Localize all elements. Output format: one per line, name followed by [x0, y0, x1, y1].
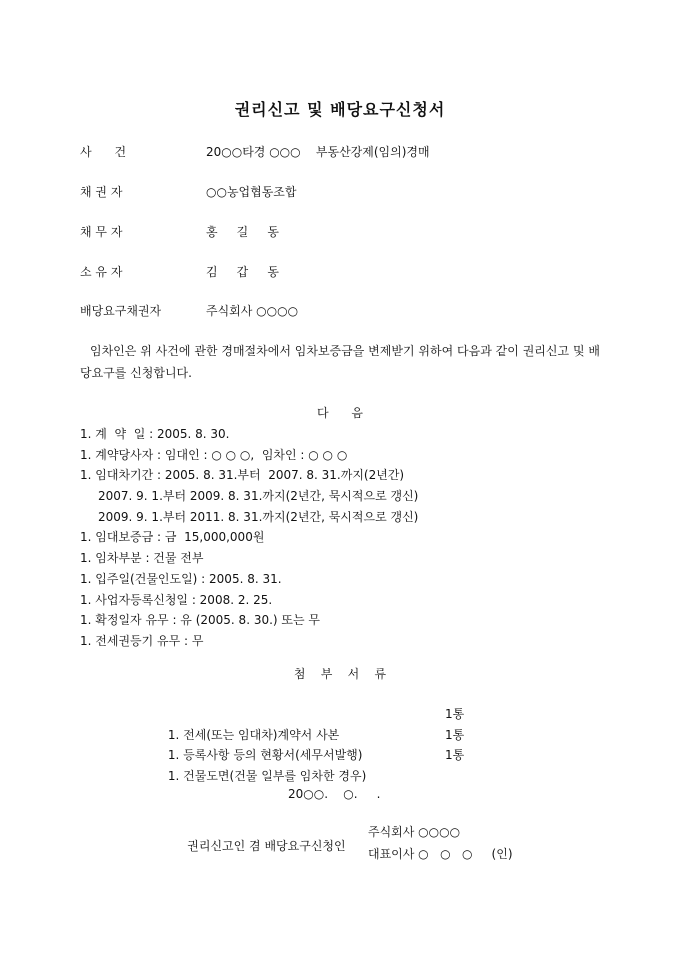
- creditor-label: 채 권 자: [80, 185, 123, 199]
- attachment-item: [145, 704, 475, 742]
- detail-jeonse-registration: 1. 전세권등기 유무 : 무: [80, 633, 204, 648]
- detail-lease-renewal-1: 2007. 9. 1.부터 2009. 8. 31.까지(2년간, 묵시적으로 갱신): [98, 489, 419, 504]
- detail-parties: 1. 계약당사자 : 임대인 : ○ ○ ○, 임차인 : ○ ○ ○: [80, 447, 348, 462]
- creditor-value: ○○농업협동조합: [206, 185, 297, 199]
- detail-fixed-date: 1. 확정일자 유무 : 유 (2005. 8. 30.) 또는 무: [80, 613, 320, 628]
- detail-lease-period: 1. 임대차기간 : 2005. 8. 31.부터 2007. 8. 31.까지(2년간): [80, 468, 405, 483]
- attachment-item: [145, 745, 475, 783]
- attachments-heading: 첨 부 서 류: [293, 667, 387, 681]
- debtor-label: 채 무 자: [80, 225, 123, 239]
- detail-move-in-date: 1. 입주일(건물인도일) : 2005. 8. 31.: [80, 571, 282, 586]
- document-date: 20○○. ○. .: [288, 787, 381, 801]
- detail-leased-part: 1. 임차부분 : 건물 전부: [80, 551, 204, 566]
- attachment-count: 1통: [445, 707, 465, 721]
- document-title: 권리신고 및 배당요구신청서: [234, 100, 446, 119]
- attachment-item: [145, 725, 475, 762]
- dividend-creditor-label: 배당요구채권자: [80, 304, 162, 318]
- details-list: [80, 424, 418, 652]
- detail-contract-date: 1. 계 약 일 : 2005. 8. 30.: [80, 427, 230, 441]
- debtor-value: 홍 길 동: [206, 225, 279, 239]
- attachment-count: 1통: [445, 727, 465, 742]
- signature-representative: 대표이사 ○ ○ ○ (인): [368, 847, 513, 861]
- detail-business-registration: 1. 사업자등록신청일 : 2008. 2. 25.: [80, 592, 273, 607]
- detail-deposit: 1. 임대보증금 : 금 15,000,000원: [80, 530, 265, 545]
- applicant-role: 권리신고인 겸 배당요구신청인: [187, 839, 346, 853]
- owner-label: 소 유 자: [80, 265, 123, 279]
- attachment-count: 1통: [445, 748, 465, 762]
- applicant-company: 주식회사 ○○○○: [368, 825, 461, 839]
- attachment-name: 1. 등록사항 등의 현황서(세무서발행): [167, 748, 363, 762]
- details-heading: 다 음: [316, 406, 364, 420]
- request-paragraph: 임차인은 위 사건에 관한 경매절차에서 임차보증금을 변제받기 위하여 다음과 같이 권리신고 및 배당요구를 신청합니다.: [80, 344, 600, 380]
- attachments-list: [145, 704, 475, 783]
- detail-lease-renewal-2: 2009. 9. 1.부터 2011. 8. 31.까지(2년간, 묵시적으로 갱신): [98, 509, 419, 524]
- owner-value: 김 갑 동: [206, 265, 279, 279]
- attachment-name: 1. 건물도면(건물 일부를 임차한 경우): [167, 768, 367, 783]
- attachment-name: 1. 전세(또는 임대차)계약서 사본: [167, 727, 340, 742]
- case-value: 20○○타경 ○○○ 부동산강제(임의)경매: [206, 145, 430, 159]
- dividend-creditor-value: 주식회사 ○○○○: [206, 304, 299, 318]
- case-label: 사 건: [80, 145, 127, 159]
